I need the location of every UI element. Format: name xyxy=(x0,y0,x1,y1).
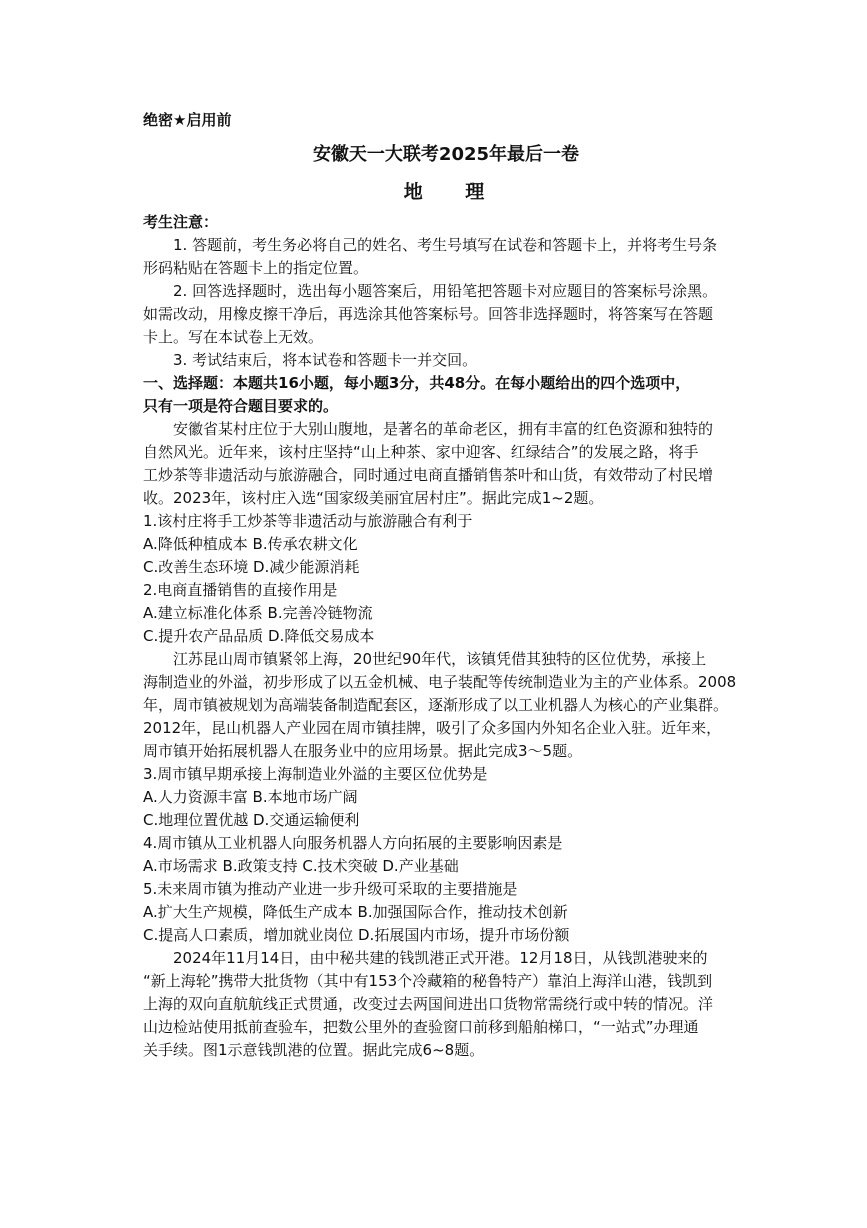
passage-line: 年，周市镇被规划为高端装备制造配套区，逐渐形成了以工业机器人为核心的产业集群。 xyxy=(143,696,729,714)
questions-3-5 xyxy=(143,763,745,947)
notice-line: 1. 答题前，考生务必将自己的姓名、考生号填写在试卷和答题卡上，并将考生号条 xyxy=(173,236,718,254)
passage-line: 2012年，昆山机器人产业园在周市镇挂牌，吸引了众多国内外知名企业入驻。近年来， xyxy=(143,719,722,737)
question-options: C.提高人口素质，增加就业岗位 D.拓展国内市场，提升市场份额 xyxy=(143,926,570,944)
passage-line: “新上海轮”携带大批货物（其中有153个冷藏箱的秘鲁特产）靠泊上海洋山港，钱凯到 xyxy=(143,972,713,990)
question-options: A.市场需求 B.政策支持 C.技术突破 D.产业基础 xyxy=(143,857,459,875)
passage-line: 上海的双向直航航线正式贯通，改变过去两国间进出口货物常需绕行或中转的情况。洋 xyxy=(143,995,714,1013)
passage-zhoushi-town xyxy=(143,648,745,763)
question-stem: 3.周市镇早期承接上海制造业外溢的主要区位优势是 xyxy=(143,765,488,783)
question-options: A.人力资源丰富 B.本地市场广阔 xyxy=(143,788,358,806)
section-heading-line: 一、选择题：本题共16小题，每小题3分，共48分。在每小题给出的四个选项中， xyxy=(143,374,691,392)
question-options: A.降低种植成本 B.传承农耕文化 xyxy=(143,535,358,553)
notice-line: 2. 回答选择题时，选出每小题答案后，用铅笔把答题卡对应题目的答案标号涂黑。 xyxy=(173,282,718,300)
question-options: A.扩大生产规模，降低生产成本 B.加强国际合作，推动技术创新 xyxy=(143,903,568,921)
subject-title: 地 理 xyxy=(403,181,503,203)
passage-line: 周市镇开始拓展机器人在服务业中的应用场景。据此完成3～5题。 xyxy=(143,742,583,760)
passage-village xyxy=(143,418,745,510)
notice-block xyxy=(143,234,745,372)
section-heading-line: 只有一项是符合题目要求的。 xyxy=(143,397,339,415)
confidential-label: 绝密★启用前 xyxy=(143,111,232,129)
passage-line: 工炒茶等非遗活动与旅游融合，同时通过电商直播销售茶叶和山货，有效带动了村民增 xyxy=(143,466,714,484)
passage-line: 江苏昆山周市镇紧邻上海，20世纪90年代，该镇凭借其独特的区位优势，承接上 xyxy=(173,650,707,668)
passage-chancay-port xyxy=(143,947,745,1062)
passage-line: 自然风光。近年来，该村庄坚持“山上种茶、家中迎客、红绿结合”的发展之路，将手 xyxy=(143,443,699,461)
passage-line: 海制造业的外溢，初步形成了以五金机械、电子装配等传统制造业为主的产业体系。2008 xyxy=(143,673,737,691)
page-content xyxy=(143,108,745,1062)
exam-title: 安徽天一大联考2025年最后一卷 xyxy=(312,144,580,165)
notice-line: 卡上。写在本试卷上无效。 xyxy=(143,328,324,346)
question-options: C.提升农产品品质 D.降低交易成本 xyxy=(143,627,375,645)
section-heading xyxy=(143,372,745,418)
questions-1-2 xyxy=(143,510,745,648)
notice-line: 3. 考试结束后，将本试卷和答题卡一并交回。 xyxy=(173,351,478,369)
passage-line: 2024年11月14日，由中秘共建的钱凯港正式开港。12月18日，从钱凯港驶来的 xyxy=(173,949,708,967)
question-options: C.改善生态环境 D.减少能源消耗 xyxy=(143,558,360,576)
question-options: A.建立标准化体系 B.完善冷链物流 xyxy=(143,604,373,622)
notice-line: 形码粘贴在答题卡上的指定位置。 xyxy=(143,259,369,277)
notice-line: 如需改动，用橡皮擦干净后，再选涂其他答案标号。回答非选择题时，将答案写在答题 xyxy=(143,305,714,323)
passage-line: 安徽省某村庄位于大别山腹地，是著名的革命老区，拥有丰富的红色资源和独特的 xyxy=(173,420,714,438)
question-stem: 1.该村庄将手工炒茶等非遗活动与旅游融合有利于 xyxy=(143,512,473,530)
question-stem: 2.电商直播销售的直接作用是 xyxy=(143,581,338,599)
passage-line: 山边检站使用抵前查验车，把数公里外的查验窗口前移到船舶梯口，“一站式”办理通 xyxy=(143,1018,699,1036)
question-options: C.地理位置优越 D.交通运输便利 xyxy=(143,811,360,829)
passage-line: 收。2023年，该村庄入选“国家级美丽宜居村庄”。据此完成1~2题。 xyxy=(143,489,604,507)
notice-heading: 考生注意： xyxy=(143,213,219,231)
passage-line: 关手续。图1示意钱凯港的位置。据此完成6~8题。 xyxy=(143,1041,485,1059)
question-stem: 5.未来周市镇为推动产业进一步升级可采取的主要措施是 xyxy=(143,880,518,898)
question-stem: 4.周市镇从工业机器人向服务机器人方向拓展的主要影响因素是 xyxy=(143,834,563,852)
